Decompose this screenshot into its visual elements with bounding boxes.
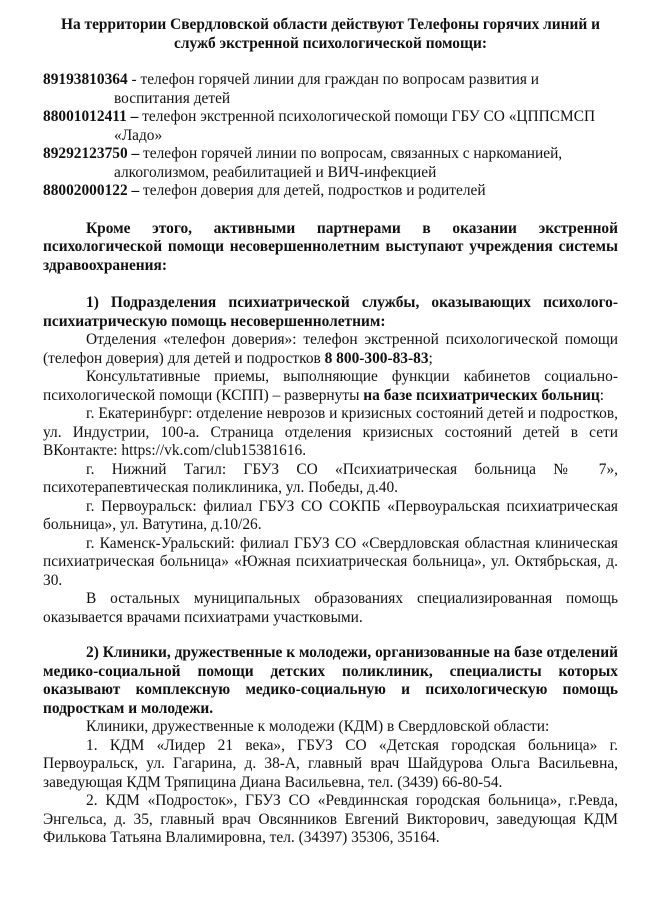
clinics-intro: Клиники, дружественные к молодежи (КДМ) в Свердловской области: — [86, 718, 550, 735]
other-municipalities: В остальных муниципальных образованиях специализированная помощь оказывается врачами психиатрами участковыми. — [43, 590, 618, 626]
hotline-description: телефон горячей линии для граждан по вопросам развития и воспитания детей — [114, 71, 539, 107]
partners-intro: Кроме этого, активными партнерами в оказании экстренной психологической помощи несовершеннолетним выступают учреждения системы здравоохранения: — [43, 219, 618, 274]
hotline-list — [43, 71, 618, 201]
trust-line-paragraph — [43, 331, 618, 368]
page-title: На территории Свердловской области действуют Телефоны горячих линий и служб экстренной психологической помощи: — [61, 16, 600, 52]
hotline-separator: – — [127, 182, 144, 199]
kspp-text: Консультативные приемы, выполняющие функции кабинетов социально-психологической помощи (КСПП) – развернуты — [43, 368, 618, 404]
city-entry: г. Екатеринбург: отделение неврозов и кризисных состояний детей и подростков, ул. Индустрии, 100-а. Страница отделения кризисных состояний детей в сети ВКонтакте: https://vk.com/club15381616. — [43, 405, 618, 459]
hotline-separator: – — [126, 108, 143, 125]
document — [43, 16, 618, 848]
hotline-number: 88002000122 — [43, 182, 128, 199]
clinic-entry: 2. КДМ «Подросток», ГБУЗ СО «Ревдиннская городская больница», г.Ревда, Энгельса, д. 35, главный врач Овсянников Евгений Викторович, заведующая КДМ Филькова Татьяна Влалимировна, тел. (34397) 35306, 35164. — [43, 792, 618, 846]
hotline-description: телефон экстренной психологической помощи ГБУ СО «ЦППСМСП «Ладо» — [114, 108, 596, 144]
hotline-separator: – — [127, 145, 144, 162]
hotline-item — [43, 182, 618, 201]
trust-line-text: Отделения «телефон доверия»: телефон экстренной психологической помощи (телефон доверия) для детей и подростков — [43, 331, 618, 367]
section2-heading: 2) Клиники, дружественные к молодежи, организованные на базе отделений медико-социальной помощи детских поликлиник, специалисты которых оказывают комплексную медико-социальную и психологическую помощь подросткам и молодежи. — [43, 644, 618, 717]
kspp-bold: на базе психиатрических больниц — [363, 386, 600, 404]
hotline-item — [43, 145, 618, 182]
hotline-separator: - — [127, 71, 141, 88]
trust-line-phone: 8 800-300-83-83 — [324, 349, 429, 367]
kspp-end: : — [599, 386, 604, 404]
city-entry: г. Нижний Тагил: ГБУЗ СО «Психиатрическая больница № 7», психотерапевтическая поликлиника, ул. Победы, д.40. — [43, 460, 618, 496]
hotline-number: 88001012411 — [43, 108, 127, 125]
hotline-item — [43, 108, 618, 145]
clinic-entry: 1. КДМ «Лидер 21 века», ГБУЗ СО «Детская городская больница» г. Первоуральск, ул. Гагарина, д. 38-А, главный врач Шайдурова Ольга Васильевна, заведующая КДМ Тряпицина Диана Васильевна, тел. (3439) 66-80-54. — [43, 736, 618, 791]
hotline-number: 89193810364 — [43, 71, 128, 88]
hotline-description: телефон горячей линии по вопросам, связанных с наркоманией, алкоголизмом, реабилитацией и ВИЧ-инфекцией — [114, 145, 563, 181]
trust-line-end: ; — [428, 349, 433, 367]
kspp-paragraph — [43, 368, 618, 405]
hotline-number: 89292123750 — [43, 145, 128, 162]
hotline-description: телефон доверия для детей, подростков и родителей — [143, 182, 486, 199]
hotline-item — [43, 71, 618, 108]
city-entry: г. Первоуральск: филиал ГБУЗ СО СОКПБ «Первоуральская психиатрическая больница», ул. Ватутина, д.10/26. — [43, 497, 618, 533]
city-entry: г. Каменск-Уральский: филиал ГБУЗ СО «Свердловская областная клиническая психиатрическая больница» «Южная психиатрическая больница», ул. Октябрьская, д. 30. — [43, 534, 618, 589]
section1-heading: 1) Подразделения психиатрической службы, оказывающих психолого-психиатрическую помощь несовершеннолетним: — [43, 294, 618, 330]
